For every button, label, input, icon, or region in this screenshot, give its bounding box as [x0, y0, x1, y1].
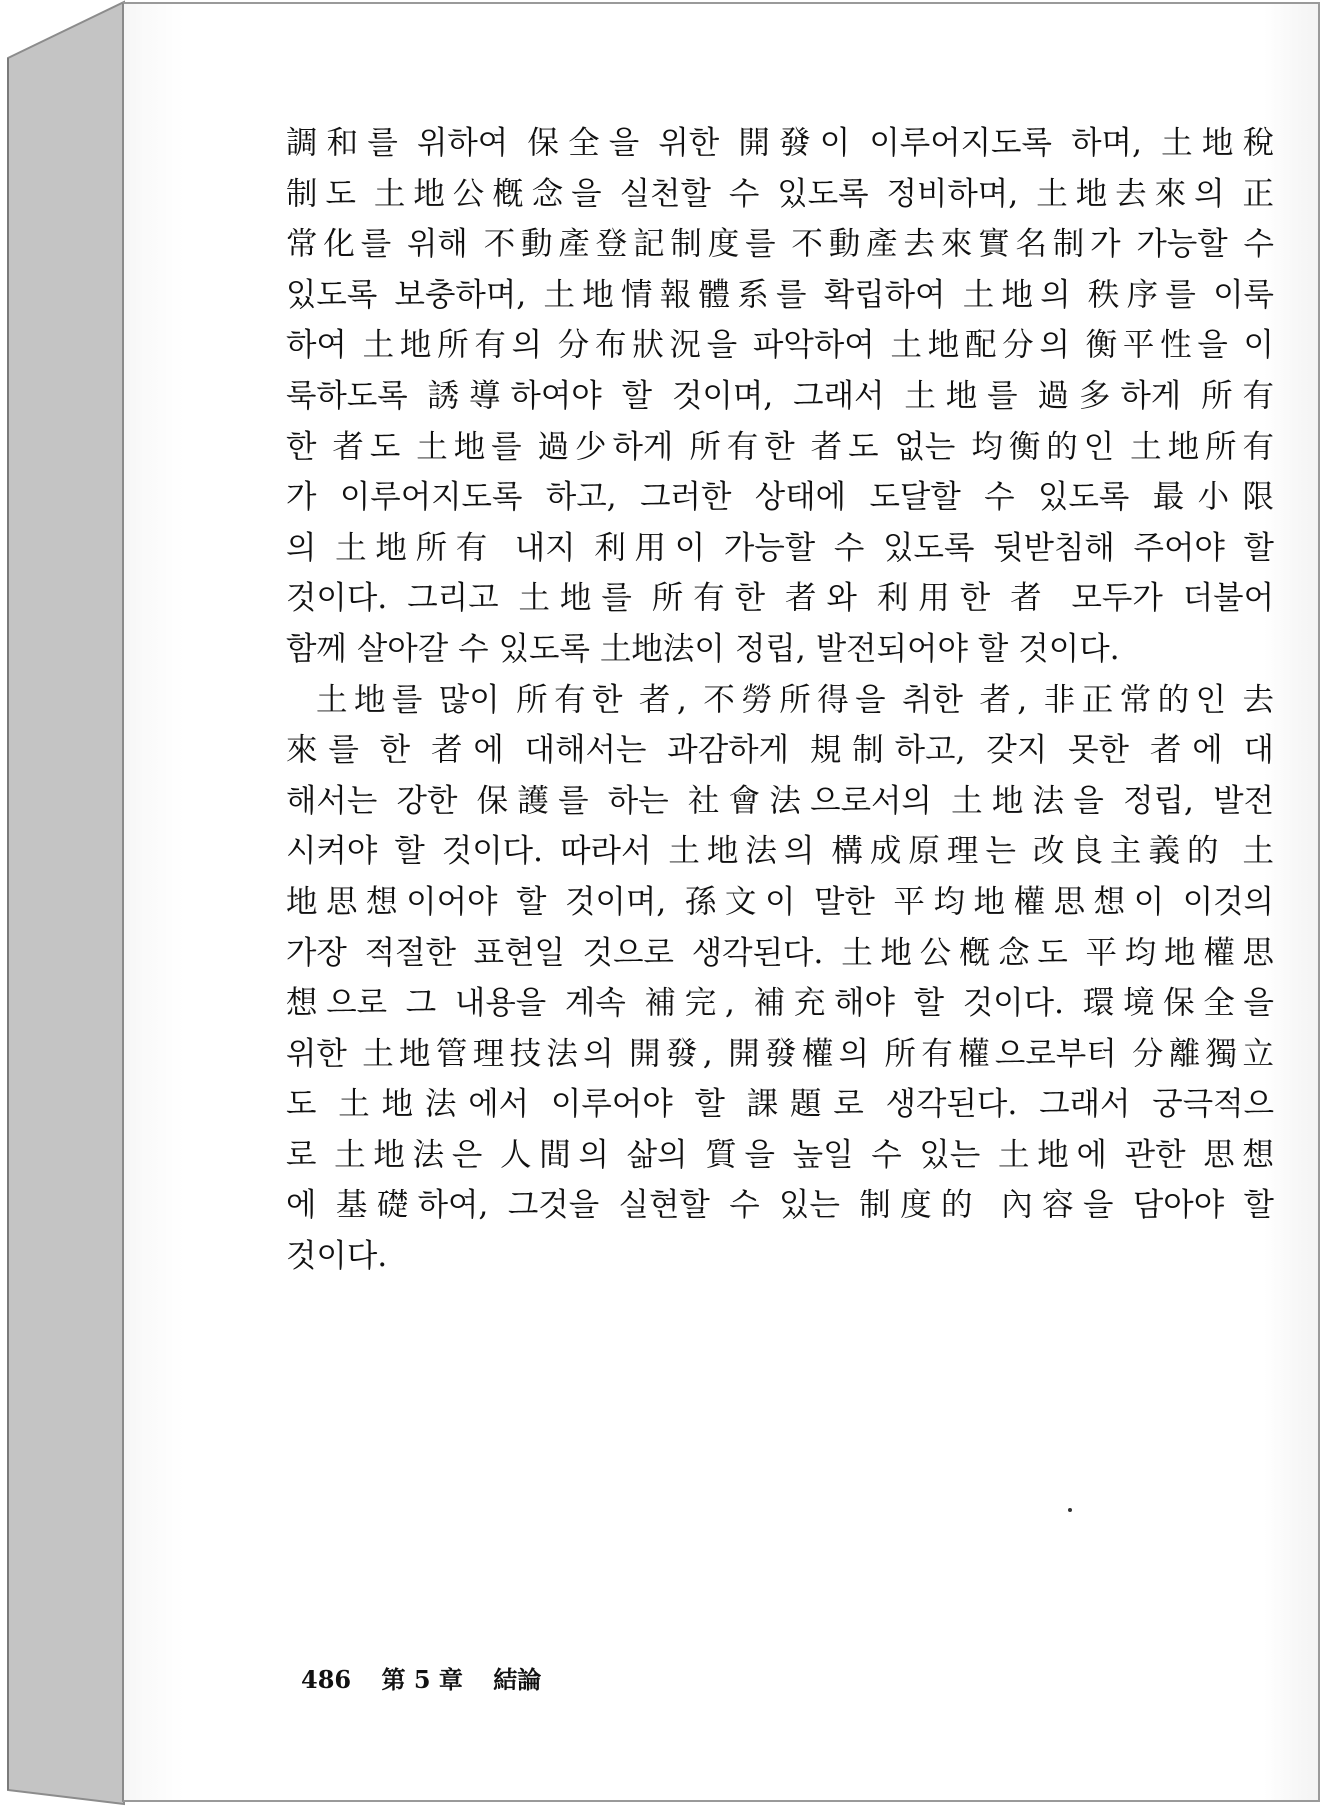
text-line: 함께 살아갈 수 있도록 土地法이 정립, 발전되어야 할 것이다. [286, 630, 1120, 667]
text-line: 한 者도 土地를 過少하게 所有한 者도 없는 均衡的인 土地所有 [286, 428, 1274, 465]
text-line: 에 基礎하여, 그것을 실현할 수 있는 制度的 內容을 담아야 할 [286, 1187, 1274, 1224]
text-line: 것이다. [286, 1238, 388, 1275]
body-text [286, 118, 1274, 1282]
text-line: 룩하도록 誘導하여야 할 것이며, 그래서 土地를 過多하게 所有 [286, 377, 1274, 414]
text-line: 制도 土地公槪念을 실천할 수 있도록 정비하며, 土地去來의 正 [286, 175, 1274, 212]
text-line: 가장 적절한 표현일 것으로 생각된다. 土地公槪念도 平均地權思 [286, 934, 1274, 971]
text-line: 해서는 강한 保護를 하는 社會法으로서의 土地法을 정립, 발전 [286, 782, 1274, 819]
text-line: 常化를 위해 不動產登記制度를 不動產去來實名制가 가능할 수 [286, 226, 1274, 263]
chapter-label: 第 5 章 [381, 1665, 463, 1694]
text-line: 시켜야 할 것이다. 따라서 土地法의 構成原理는 改良主義的 土 [286, 833, 1274, 870]
text-line: 地思想이어야 할 것이며, 孫文이 말한 平均地權思想이 이것의 [286, 883, 1274, 920]
paragraph-2 [286, 675, 1274, 1282]
scan-speck [1068, 1508, 1072, 1512]
book-side-edge [0, 0, 130, 1806]
text-line: 想으로 그 내용을 계속 補完, 補充해야 할 것이다. 環境保全을 [286, 985, 1274, 1022]
text-line: 의 土地所有 내지 利用이 가능할 수 있도록 뒷받침해 주어야 할 [286, 529, 1274, 566]
section-title: 結論 [493, 1665, 542, 1694]
text-line: 로 土地法은 人間의 삶의 質을 높일 수 있는 土地에 관한 思想 [286, 1136, 1274, 1173]
text-line: 있도록 보충하며, 土地情報體系를 확립하여 土地의 秩序를 이룩 [286, 276, 1274, 313]
text-line: 것이다. 그리고 土地를 所有한 者와 利用한 者 모두가 더불어 [286, 580, 1274, 617]
text-line: 調和를 위하여 保全을 위한 開發이 이루어지도록 하며, 土地稅 [286, 125, 1274, 161]
paragraph-1 [286, 118, 1274, 675]
text-line: 도 土地法에서 이루어야 할 課題로 생각된다. 그래서 궁극적으 [286, 1086, 1274, 1123]
page-footer [301, 1660, 563, 1695]
text-line: 來를 한 者에 대해서는 과감하게 規制하고, 갖지 못한 者에 대 [286, 732, 1274, 769]
text-line: 하여 土地所有의 分布狀況을 파악하여 土地配分의 衡平性을 이 [286, 327, 1274, 364]
text-line: 가 이루어지도록 하고, 그러한 상태에 도달할 수 있도록 最小限 [286, 479, 1274, 516]
page-number: 486 [301, 1665, 352, 1694]
book-page [122, 2, 1320, 1802]
text-line: 위한 土地管理技法의 開發, 開發權의 所有權으로부터 分離獨立 [286, 1035, 1274, 1072]
text-line: 土地를 많이 所有한 者, 不勞所得을 취한 者, 非正常的인 去 [316, 681, 1274, 718]
